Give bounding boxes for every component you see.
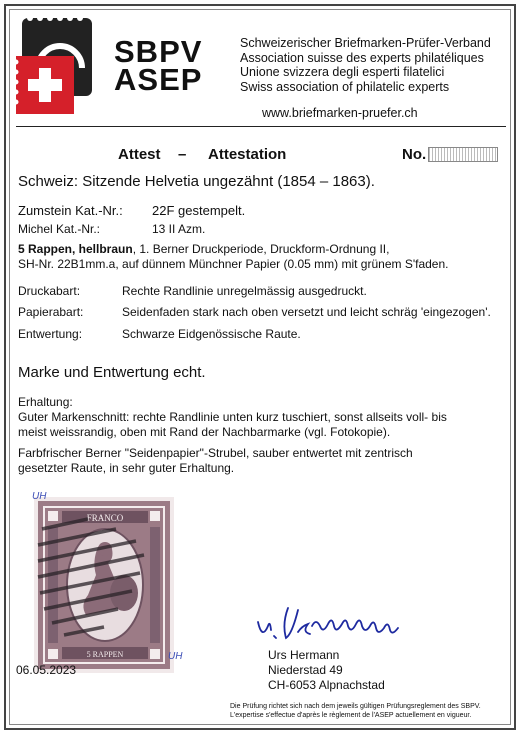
footer-line-1: Die Prüfung richtet sich nach dem jeweils gültigen Prüfungsreglement des SBPV.: [230, 703, 481, 710]
michel-label: Michel Kat.-Nr.:: [18, 222, 101, 236]
expert-street: Niederstad 49: [268, 663, 343, 677]
entwertung-value: Schwarze Eidgenössische Raute.: [122, 327, 301, 341]
entwertung-label: Entwertung:: [18, 327, 83, 341]
certificate-number-redacted: [428, 147, 498, 162]
stamp-top-text: FRANCO: [86, 513, 124, 523]
handwritten-signature: [254, 596, 434, 646]
erhaltung-label: Erhaltung:: [18, 395, 73, 409]
org-name-de: Schweizerischer Briefmarken-Prüfer-Verband: [240, 36, 491, 50]
stamp-bottom-text: 5 RAPPEN: [86, 650, 124, 659]
website: www.briefmarken-pruefer.ch: [262, 106, 418, 120]
certificate-number-label: No.: [402, 146, 427, 163]
org-name-en: Swiss association of philatelic experts: [240, 79, 450, 94]
title-attestation: Attestation: [208, 146, 287, 163]
authenticity-verdict: Marke und Entwertung echt.: [18, 364, 206, 381]
title-dash: –: [178, 146, 187, 163]
brand-name: [114, 34, 203, 97]
title-attest: Attest: [118, 146, 161, 163]
sbpv-logo-icon: [16, 16, 108, 116]
footer-notice: [230, 702, 481, 720]
issue-date: 06.05.2023: [16, 663, 77, 677]
erhaltung-line-1: Guter Markenschnitt: rechte Randlinie unten kurz tuschiert, sonst allseits voll- bis: [18, 410, 447, 424]
erhaltung-line-2: meist weissrandig, oben mit Rand der Nachbarmarke (vgl. Fotokopie).: [18, 425, 391, 439]
stamp-photo: [28, 487, 183, 683]
papierabart-value: Seidenfaden stark nach oben versetzt und leicht schräg 'eingezogen'.: [122, 305, 491, 319]
summary-line-1: Farbfrischer Berner "Seidenpapier"-Strubel, sauber entwertet mit zentrisch: [18, 446, 413, 460]
description-rest: , 1. Berner Druckperiode, Druckform-Ordnung II,: [132, 242, 390, 256]
expert-city: CH-6053 Alpnachstad: [268, 678, 385, 692]
brand-line-2: ASEP: [114, 62, 203, 97]
header-divider: [16, 126, 506, 127]
papierabart-label: Papierabart:: [18, 305, 84, 319]
expert-initials-bottom: UH: [168, 651, 183, 662]
zumstein-label: Zumstein Kat.-Nr.:: [18, 203, 123, 218]
org-name-it: Unione svizzera degli esperti filatelici: [240, 65, 445, 80]
organization-names: [240, 36, 491, 94]
description-bold: 5 Rappen, hellbraun: [18, 242, 133, 256]
org-name-fr: Association suisse des experts philatéliques: [240, 50, 484, 65]
description-line-2: SH-Nr. 22B1mm.a, auf dünnem Münchner Papier (0.05 mm) mit grünem S'faden.: [18, 257, 449, 271]
stamp-subject: Schweiz: Sitzende Helvetia ungezähnt (1854 – 1863).: [18, 173, 375, 190]
expert-initials-top: UH: [32, 491, 47, 502]
description-line-1: [18, 242, 389, 256]
expert-name: Urs Hermann: [268, 648, 340, 662]
brand-line-1: SBPV: [114, 34, 203, 69]
summary-line-2: gesetzter Raute, in sehr guter Erhaltung.: [18, 461, 235, 475]
footer-line-2: L'expertise s'effectue d'après le règlement de l'ASEP actuellement en vigueur.: [230, 712, 472, 719]
druckabart-value: Rechte Randlinie unregelmässig ausgedruckt.: [122, 284, 367, 298]
druckabart-label: Druckabart:: [18, 284, 81, 298]
zumstein-value: 22F gestempelt.: [152, 203, 246, 218]
michel-value: 13 II Azm.: [152, 222, 206, 236]
